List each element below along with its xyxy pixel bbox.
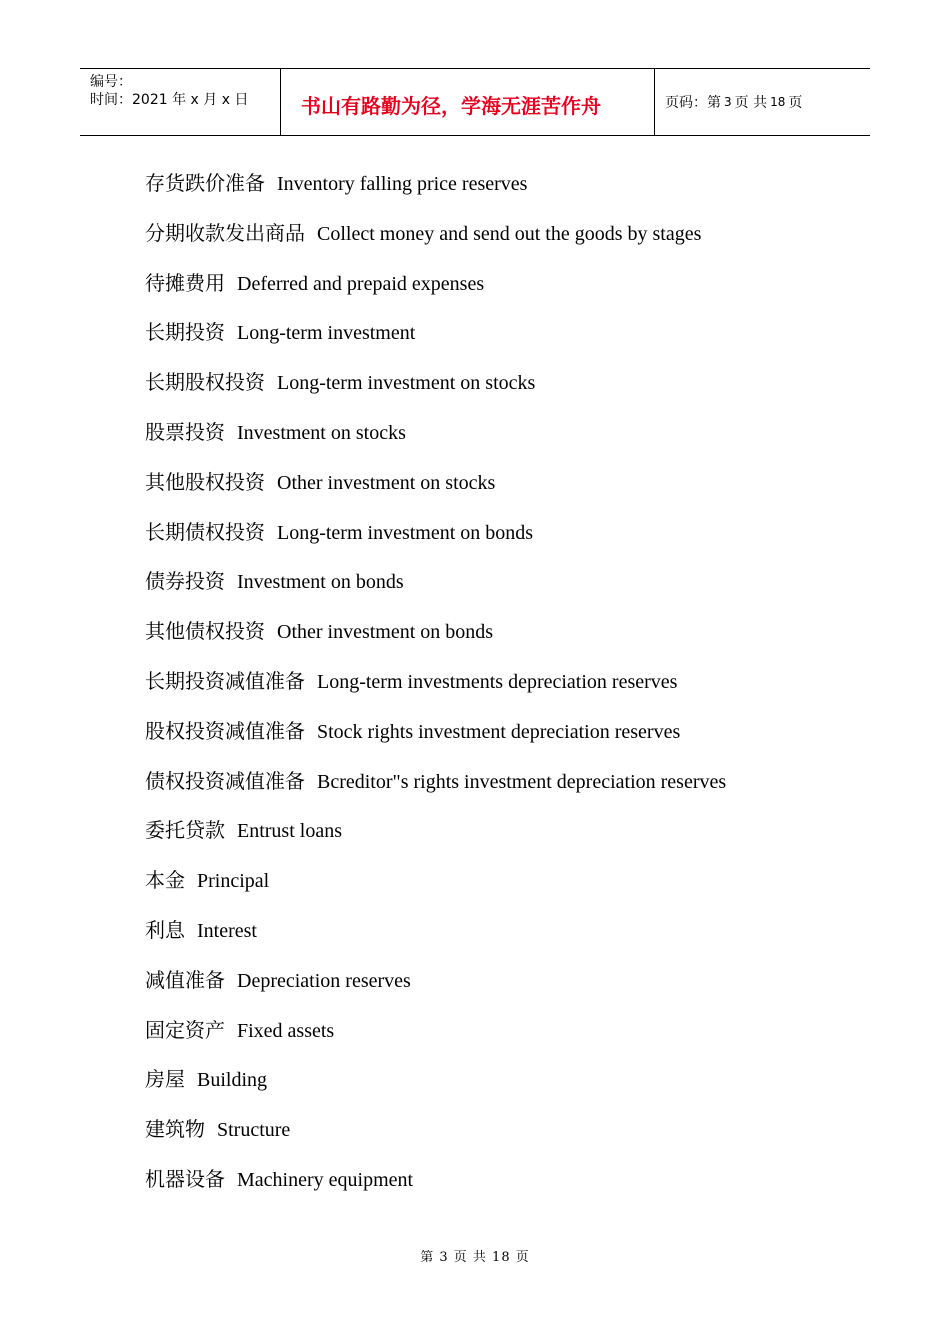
- glossary-entry: [145, 317, 865, 367]
- glossary-entry: [145, 1114, 865, 1164]
- time-label: 时间：: [90, 92, 132, 108]
- number-label: 编号：: [90, 74, 132, 90]
- entry-chinese-term: 委托贷款: [145, 818, 225, 843]
- entry-english-term: Collect money and send out the goods by stages: [317, 222, 702, 245]
- glossary-entry: [145, 616, 865, 666]
- entry-english-term: Interest: [197, 919, 257, 942]
- entry-chinese-term: 房屋: [145, 1067, 185, 1092]
- header-meta: [80, 69, 281, 135]
- header-page-info: [655, 69, 870, 135]
- glossary-list: [145, 168, 865, 1214]
- glossary-entry: [145, 666, 865, 716]
- entry-chinese-term: 股票投资: [145, 419, 225, 444]
- glossary-entry: [145, 865, 865, 915]
- entry-chinese-term: 减值准备: [145, 967, 225, 992]
- entry-english-term: Inventory falling price reserves: [277, 173, 528, 195]
- time-line: [90, 91, 280, 109]
- glossary-entry: [145, 915, 865, 965]
- time-value: 2021 年 x 月 x 日: [132, 92, 249, 108]
- entry-chinese-term: 债权投资减值准备: [145, 768, 305, 793]
- entry-english-term: Stock rights investment depreciation reserves: [317, 720, 681, 743]
- page-prefix: 页码：第: [665, 95, 721, 111]
- page-suffix: 页: [788, 95, 803, 111]
- entry-chinese-term: 长期债权投资: [145, 519, 265, 544]
- page-mid: 页 共: [734, 95, 768, 111]
- entry-chinese-term: 建筑物: [145, 1117, 205, 1142]
- entry-chinese-term: 利息: [145, 917, 185, 942]
- glossary-entry: [145, 367, 865, 417]
- glossary-entry: [145, 566, 865, 616]
- glossary-entry: [145, 1164, 865, 1214]
- entry-english-term: Long-term investment on bonds: [277, 521, 534, 544]
- glossary-entry: [145, 965, 865, 1015]
- glossary-entry: [145, 417, 865, 467]
- entry-chinese-term: 债券投资: [145, 569, 225, 594]
- entry-chinese-term: 其他股权投资: [145, 469, 265, 494]
- glossary-entry: [145, 1064, 865, 1114]
- entry-chinese-term: 分期收款发出商品: [145, 220, 305, 245]
- glossary-entry: [145, 218, 865, 268]
- header-motto: 书山有路勤为径，学海无涯苦作舟: [281, 69, 655, 135]
- entry-chinese-term: 长期股权投资: [145, 370, 265, 395]
- entry-english-term: Investment on bonds: [237, 571, 404, 594]
- entry-chinese-term: 其他债权投资: [145, 619, 265, 644]
- entry-english-term: Other investment on bonds: [277, 621, 494, 644]
- entry-english-term: Principal: [197, 870, 270, 893]
- entry-english-term: Building: [197, 1069, 268, 1092]
- entry-english-term: Fixed assets: [237, 1019, 335, 1042]
- entry-chinese-term: 固定资产: [145, 1017, 225, 1042]
- glossary-entry: [145, 517, 865, 567]
- entry-english-term: Long-term investments depreciation reserves: [317, 670, 678, 693]
- entry-chinese-term: 长期投资减值准备: [145, 668, 305, 693]
- entry-english-term: Investment on stocks: [237, 421, 406, 444]
- page-header: [80, 68, 870, 136]
- entry-english-term: Depreciation reserves: [237, 969, 411, 992]
- glossary-entry: [145, 268, 865, 318]
- entry-chinese-term: 股权投资减值准备: [145, 718, 305, 743]
- entry-chinese-term: 待摊费用: [145, 270, 225, 295]
- entry-english-term: Deferred and prepaid expenses: [237, 272, 485, 295]
- glossary-entry: [145, 467, 865, 517]
- glossary-entry: [145, 815, 865, 865]
- entry-english-term: Bcreditor"s rights investment depreciation reserves: [317, 770, 727, 793]
- entry-chinese-term: 长期投资: [145, 320, 225, 345]
- page-footer: 第 3 页 共 18 页: [420, 1250, 530, 1265]
- entry-english-term: Entrust loans: [237, 820, 342, 843]
- entry-english-term: Other investment on stocks: [277, 471, 496, 494]
- page-current: 3: [724, 95, 732, 109]
- page-total: 18: [770, 95, 786, 109]
- glossary-entry: [145, 1015, 865, 1065]
- entry-english-term: Structure: [217, 1119, 291, 1142]
- entry-english-term: Long-term investment: [237, 322, 416, 345]
- entry-chinese-term: 存货跌价准备: [145, 171, 265, 195]
- entry-english-term: Machinery equipment: [237, 1168, 414, 1191]
- glossary-entry: [145, 716, 865, 766]
- entry-chinese-term: 本金: [145, 868, 185, 893]
- glossary-entry: [145, 766, 865, 816]
- entry-chinese-term: 机器设备: [145, 1166, 225, 1191]
- entry-english-term: Long-term investment on stocks: [277, 372, 536, 395]
- glossary-entry: [145, 168, 865, 218]
